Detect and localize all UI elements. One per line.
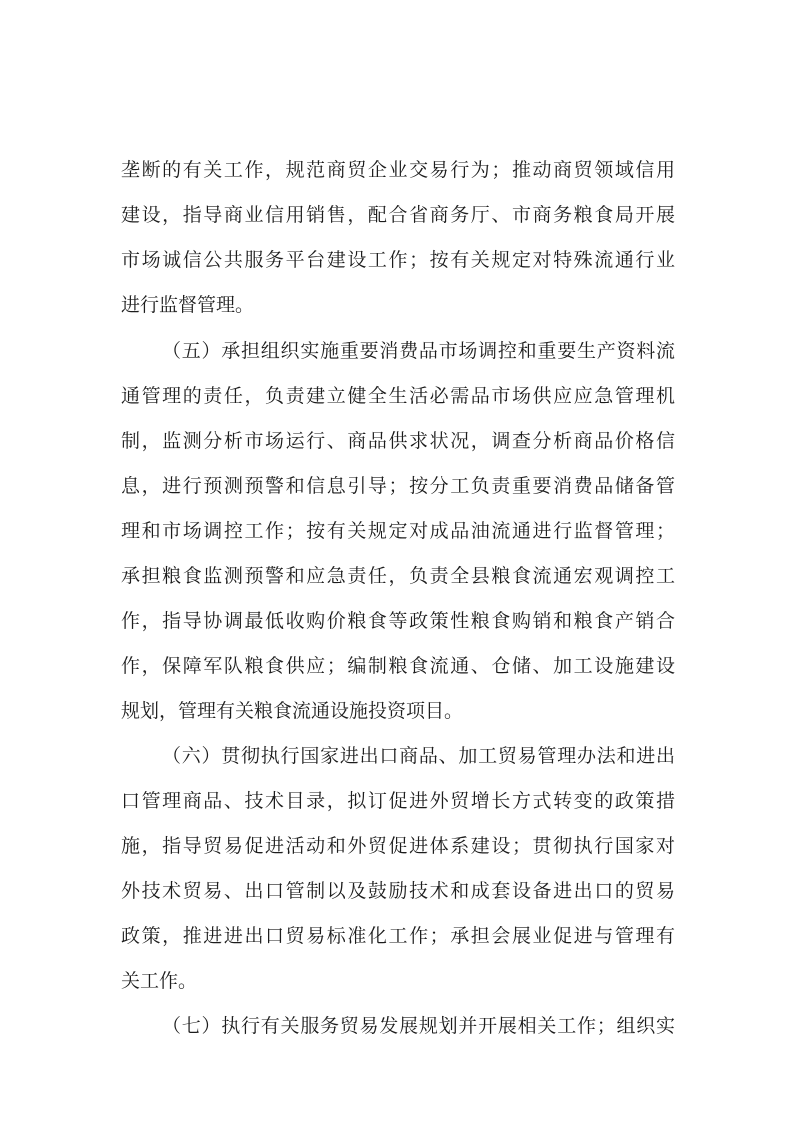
- text-line: 建设，指导商业信用销售，配合省商务厅、市商务粮食局开展: [121, 204, 675, 226]
- text-line: 理和市场调控工作；按有关规定对成品油流通进行监督管理；: [121, 520, 675, 542]
- paragraph-7-first-line: （七）执行有关服务贸易发展规划并开展相关工作；组织实: [162, 1015, 675, 1037]
- paragraph-6-first-line: （六）贯彻执行国家进出口商品、加工贸易管理办法和进出: [162, 745, 675, 767]
- text-line: 作，保障军队粮食供应；编制粮食流通、仓储、加工设施建设: [121, 655, 675, 677]
- text-line: 市场诚信公共服务平台建设工作；按有关规定对特殊流通行业: [121, 249, 675, 271]
- text-line: 进行监督管理。: [121, 294, 255, 316]
- text-line: 作，指导协调最低收购价粮食等政策性粮食购销和粮食产销合: [121, 610, 675, 632]
- paragraph-5-first-line: （五）承担组织实施重要消费品市场调控和重要生产资料流: [162, 340, 675, 362]
- text-line: 垄断的有关工作，规范商贸企业交易行为；推动商贸领域信用: [121, 159, 675, 181]
- text-line: 外技术贸易、出口管制以及鼓励技术和成套设备进出口的贸易: [121, 880, 675, 902]
- text-line: 政策，推进进出口贸易标准化工作；承担会展业促进与管理有: [121, 925, 675, 947]
- text-line: 施，指导贸易促进活动和外贸促进体系建设；贯彻执行国家对: [121, 835, 675, 857]
- text-line: 关工作。: [121, 970, 198, 992]
- text-line: 制，监测分析市场运行、商品供求状况，调查分析商品价格信: [121, 430, 675, 452]
- text-line: 息，进行预测预警和信息引导；按分工负责重要消费品储备管: [121, 475, 675, 497]
- text-line: 规划，管理有关粮食流通设施投资项目。: [121, 700, 464, 722]
- text-line: 通管理的责任，负责建立健全生活必需品市场供应应急管理机: [121, 385, 675, 407]
- text-line: 口管理商品、技术目录，拟订促进外贸增长方式转变的政策措: [121, 790, 675, 812]
- text-line: 承担粮食监测预警和应急责任，负责全县粮食流通宏观调控工: [121, 565, 675, 587]
